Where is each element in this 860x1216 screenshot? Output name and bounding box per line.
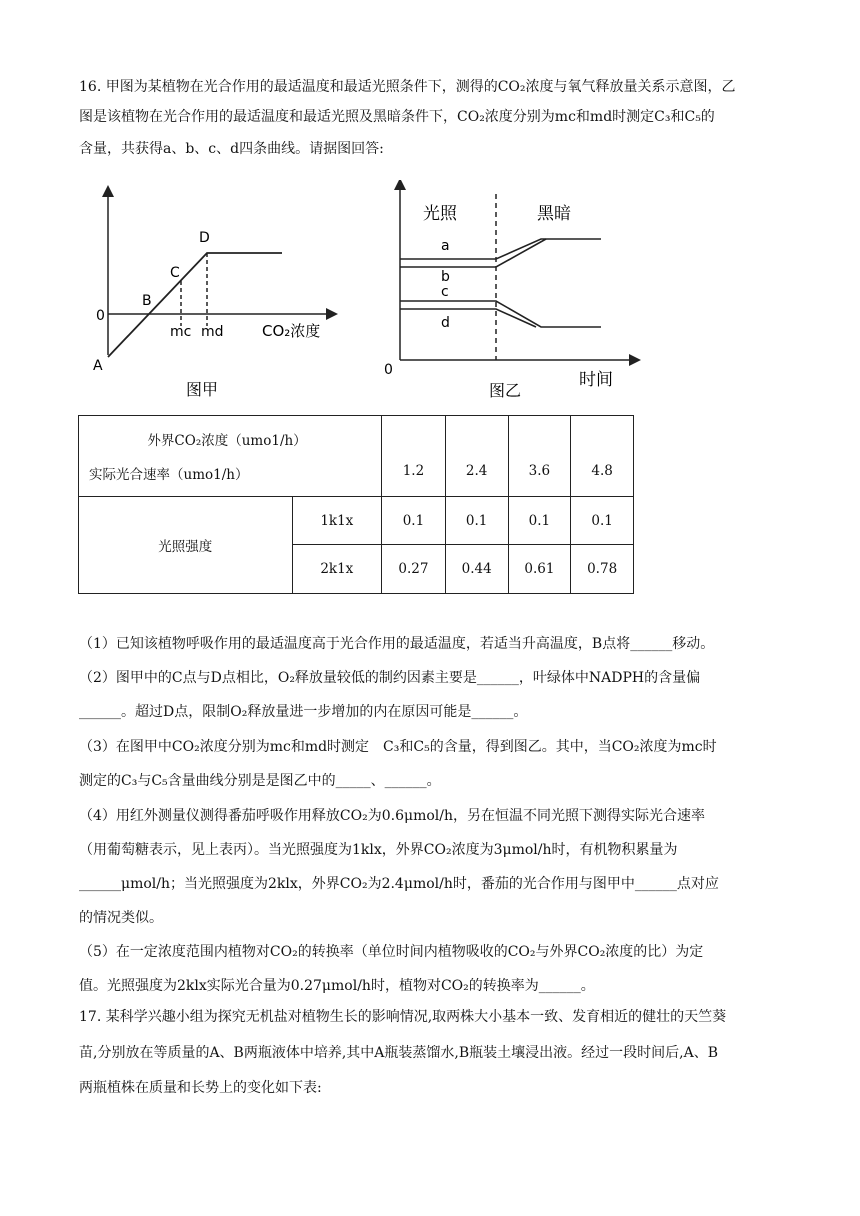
- table-co2-value: 3.6: [508, 416, 571, 497]
- table-row: [79, 497, 634, 545]
- jia-point-d: D: [199, 230, 210, 246]
- jia-tick-mc: mc: [170, 324, 192, 340]
- q16-sub3-line2: 测定的C₃与C₅含量曲线分别是是图乙中的_____、______。: [79, 773, 441, 789]
- table-cell: 0.78: [571, 545, 634, 594]
- yi-light-label: 光照: [423, 204, 457, 224]
- table-header-rate: 实际光合速率（umo1/h）: [89, 467, 249, 483]
- yi-curve-a: [400, 239, 601, 259]
- jia-zero: 0: [96, 308, 105, 324]
- table-cell: 0.1: [445, 497, 508, 545]
- table-row-group-label: 光照强度: [79, 497, 293, 594]
- table-cell: 0.1: [382, 497, 446, 545]
- yi-label-b: b: [441, 269, 450, 285]
- q17-line3: 两瓶植株在质量和长势上的变化如下表:: [79, 1080, 322, 1096]
- q16-sub2-line2: ______。超过D点，限制O₂释放量进一步增加的内在原因可能是______。: [79, 704, 528, 720]
- table-cell: 0.1: [571, 497, 634, 545]
- table-header-co2: 外界CO₂浓度（umo1/h）: [147, 433, 307, 449]
- jia-tick-md: md: [201, 324, 224, 340]
- q17-line1: 17. 某科学兴趣小组为探究无机盐对植物生长的影响情况,取两株大小基本一致、发育相近的健壮的天竺葵: [79, 1009, 727, 1025]
- q16-intro-line1: 16. 甲图为某植物在光合作用的最适温度和最适光照条件下，测得的CO₂浓度与氧气释放量关系示意图，乙: [79, 79, 736, 95]
- jia-curve: [108, 253, 282, 357]
- table-cell: 0.61: [508, 545, 571, 594]
- yi-label-a: a: [441, 238, 450, 254]
- table-header-row: [79, 416, 634, 497]
- jia-point-a: A: [93, 358, 103, 374]
- q16-sub5-line2: 值。光照强度为2klx实际光合量为0.27μmol/h时，植物对CO₂的转换率为______。: [79, 978, 595, 994]
- yi-x-label: 时间: [579, 370, 613, 390]
- data-table: [78, 415, 634, 594]
- figure-jia: [86, 183, 356, 403]
- table-row-label: 2k1x: [292, 545, 382, 594]
- yi-dark-label: 黑暗: [537, 204, 571, 224]
- table-cell: 0.44: [445, 545, 508, 594]
- q16-sub4-line1: （4）用红外测量仪测得番茄呼吸作用释放CO₂为0.6μmol/h，另在恒温不同光照下测得实际光合速率: [79, 808, 705, 824]
- table-co2-value: 2.4: [445, 416, 508, 497]
- q16-sub3-line1: （3）在图甲中CO₂浓度分别为mc和md时测定 C₃和C₅的含量，得到图乙。其中，当CO₂浓度为mc时: [79, 739, 717, 755]
- table-cell: 0.1: [508, 497, 571, 545]
- yi-caption: 图乙: [489, 381, 522, 400]
- yi-curve-b: [400, 239, 546, 267]
- q16-intro-line3: 含量，共获得a、b、c、d四条曲线。请据图回答:: [79, 141, 384, 157]
- jia-caption: 图甲: [186, 380, 219, 399]
- q17-line2: 苗,分别放在等质量的A、B两瓶液体中培养,其中A瓶装蒸馏水,B瓶装土壤浸出液。经过一段时间后,A、B: [79, 1045, 718, 1061]
- yi-label-c: c: [441, 284, 449, 300]
- table-co2-value: 1.2: [382, 416, 446, 497]
- jia-point-c: C: [170, 265, 180, 281]
- yi-curve-c: [400, 301, 601, 327]
- yi-label-d: d: [441, 315, 450, 331]
- figure-yi: [355, 180, 645, 405]
- q16-sub1: （1）已知该植物呼吸作用的最适温度高于光合作用的最适温度，若适当升高温度，B点将______移动。: [79, 636, 715, 652]
- q16-sub4-line4: 的情况类似。: [79, 910, 163, 926]
- table-cell: 0.27: [382, 545, 446, 594]
- jia-x-label: CO₂浓度: [262, 322, 321, 340]
- q16-sub2-line1: （2）图甲中的C点与D点相比，O₂释放量较低的制约因素主要是______，叶绿体中NADPH的含量偏: [79, 670, 701, 686]
- q16-sub5-line1: （5）在一定浓度范围内植物对CO₂的转换率（单位时间内植物吸收的CO₂与外界CO₂浓度的比）为定: [79, 944, 704, 960]
- q16-sub4-line2: （用葡萄糖表示，见上表丙）。当光照强度为1klx，外界CO₂浓度为3μmol/h时，有机物积累量为: [79, 842, 678, 858]
- jia-point-b: B: [142, 293, 152, 309]
- q16-sub4-line3: ______μmol/h；当光照强度为2klx，外界CO₂为2.4μmol/h时，番茄的光合作用与图甲中______点对应: [79, 876, 719, 892]
- q16-intro-line2: 图是该植物在光合作用的最适温度和最适光照及黑暗条件下，CO₂浓度分别为mc和md时测定C₃和C₅的: [79, 109, 715, 125]
- table-header-cell: [79, 416, 382, 497]
- table-co2-value: 4.8: [571, 416, 634, 497]
- table-row-label: 1k1x: [292, 497, 382, 545]
- yi-zero: 0: [384, 362, 393, 378]
